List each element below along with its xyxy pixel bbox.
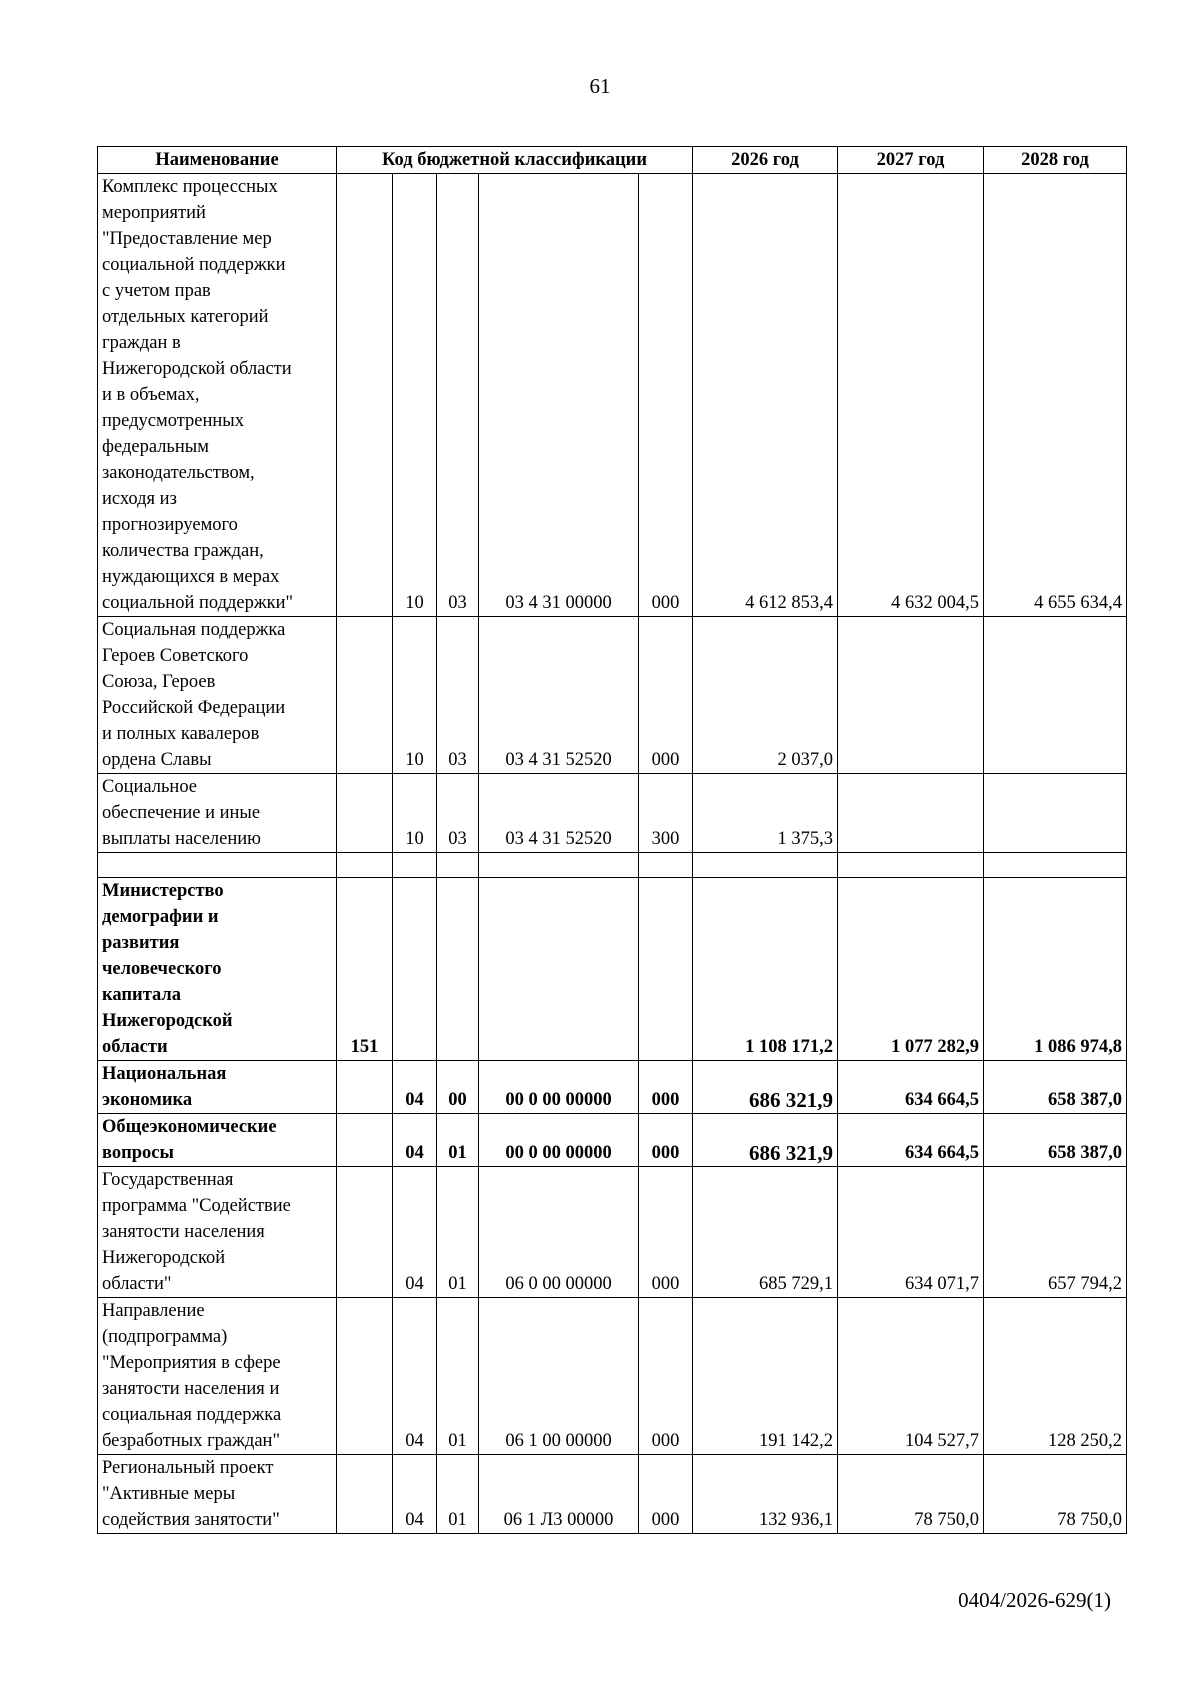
row-vr: 000 [639, 1167, 693, 1298]
row-amount-2027: 634 664,5 [838, 1061, 984, 1114]
row-name: Социальная поддержка Героев Советского Союза, Героев Российской Федерации и полных кавалеров ордена Славы [98, 617, 337, 774]
row-name: Государственная программа "Содействие занятости населения Нижегородской области" [98, 1167, 337, 1298]
row-rz: 10 [393, 174, 437, 617]
row-csr: 06 1 Л3 00000 [479, 1455, 639, 1534]
row-csr: 03 4 31 52520 [479, 617, 639, 774]
row-pr: 01 [437, 1167, 479, 1298]
table-row [98, 1114, 1127, 1167]
row-ved [337, 1455, 393, 1534]
row-name [98, 853, 337, 878]
row-ved [337, 174, 393, 617]
row-amount-2027: 4 632 004,5 [838, 174, 984, 617]
row-vr: 000 [639, 1114, 693, 1167]
row-amount-2028: 1 086 974,8 [984, 878, 1127, 1061]
row-amount-2027: 104 527,7 [838, 1298, 984, 1455]
row-vr: 000 [639, 617, 693, 774]
row-rz: 04 [393, 1455, 437, 1534]
row-amount-2028: 658 387,0 [984, 1061, 1127, 1114]
row-name: Региональный проект "Активные меры содействия занятости" [98, 1455, 337, 1534]
table-row [98, 1061, 1127, 1114]
row-amount-2026: 1 375,3 [693, 774, 838, 853]
row-amount-2026: 685 729,1 [693, 1167, 838, 1298]
row-vr: 000 [639, 1455, 693, 1534]
row-pr: 03 [437, 617, 479, 774]
budget-table [97, 146, 1127, 1534]
row-pr: 01 [437, 1298, 479, 1455]
page-number: 61 [589, 74, 611, 98]
table-row [98, 174, 1127, 617]
row-amount-2028: 78 750,0 [984, 1455, 1127, 1534]
row-amount-2026 [693, 853, 838, 878]
row-pr: 01 [437, 1114, 479, 1167]
row-pr [437, 878, 479, 1061]
table-row [98, 1298, 1127, 1455]
row-amount-2027 [838, 774, 984, 853]
row-amount-2028 [984, 853, 1127, 878]
row-ved [337, 1061, 393, 1114]
document-code: 0404/2026-629(1) [958, 1588, 1111, 1612]
row-name: Социальное обеспечение и иные выплаты населению [98, 774, 337, 853]
row-pr: 00 [437, 1061, 479, 1114]
row-ved: 151 [337, 878, 393, 1061]
row-vr: 300 [639, 774, 693, 853]
row-name: Национальная экономика [98, 1061, 337, 1114]
row-amount-2026: 686 321,9 [693, 1114, 838, 1167]
table-header-row [98, 147, 1127, 174]
row-amount-2028: 128 250,2 [984, 1298, 1127, 1455]
row-amount-2026: 132 936,1 [693, 1455, 838, 1534]
row-rz: 04 [393, 1061, 437, 1114]
table-row [98, 853, 1127, 878]
row-amount-2028: 657 794,2 [984, 1167, 1127, 1298]
row-csr: 03 4 31 00000 [479, 174, 639, 617]
row-ved [337, 774, 393, 853]
row-rz [393, 853, 437, 878]
row-csr: 00 0 00 00000 [479, 1114, 639, 1167]
row-ved [337, 1298, 393, 1455]
row-amount-2027 [838, 617, 984, 774]
row-amount-2028: 4 655 634,4 [984, 174, 1127, 617]
row-pr: 01 [437, 1455, 479, 1534]
row-ved [337, 853, 393, 878]
header-code: Код бюджетной классификации [337, 147, 693, 174]
table-body [98, 174, 1127, 1534]
row-csr: 03 4 31 52520 [479, 774, 639, 853]
table-row [98, 1167, 1127, 1298]
table-row [98, 617, 1127, 774]
row-amount-2026: 1 108 171,2 [693, 878, 838, 1061]
row-csr: 06 0 00 00000 [479, 1167, 639, 1298]
row-csr [479, 853, 639, 878]
row-pr: 03 [437, 174, 479, 617]
row-amount-2028: 658 387,0 [984, 1114, 1127, 1167]
row-ved [337, 1114, 393, 1167]
row-csr: 06 1 00 00000 [479, 1298, 639, 1455]
header-name: Наименование [98, 147, 337, 174]
row-amount-2027: 634 071,7 [838, 1167, 984, 1298]
row-name: Комплекс процессных мероприятий "Предоставление мер социальной поддержки с учетом прав отдельных категорий граждан в Нижегородской области и в объемах, предусмотренных федеральным законодательством, исходя из прогнозируемого количества граждан, нуждающихся в мерах социальной поддержки" [98, 174, 337, 617]
table-row [98, 774, 1127, 853]
row-amount-2028 [984, 617, 1127, 774]
row-rz: 04 [393, 1298, 437, 1455]
row-amount-2027 [838, 853, 984, 878]
row-ved [337, 617, 393, 774]
row-rz: 04 [393, 1167, 437, 1298]
row-amount-2026: 191 142,2 [693, 1298, 838, 1455]
row-amount-2027: 78 750,0 [838, 1455, 984, 1534]
row-name: Министерство демографии и развития человеческого капитала Нижегородской области [98, 878, 337, 1061]
row-amount-2026: 4 612 853,4 [693, 174, 838, 617]
row-rz [393, 878, 437, 1061]
row-csr [479, 878, 639, 1061]
row-vr: 000 [639, 1061, 693, 1114]
row-pr [437, 853, 479, 878]
table-row [98, 1455, 1127, 1534]
row-rz: 04 [393, 1114, 437, 1167]
row-amount-2026: 2 037,0 [693, 617, 838, 774]
header-2027: 2027 год [838, 147, 984, 174]
row-name: Общеэкономические вопросы [98, 1114, 337, 1167]
row-csr: 00 0 00 00000 [479, 1061, 639, 1114]
row-rz: 10 [393, 617, 437, 774]
row-name: Направление (подпрограмма) "Мероприятия в сфере занятости населения и социальная поддержка безработных граждан" [98, 1298, 337, 1455]
row-amount-2026: 686 321,9 [693, 1061, 838, 1114]
row-ved [337, 1167, 393, 1298]
header-2026: 2026 год [693, 147, 838, 174]
row-vr: 000 [639, 174, 693, 617]
row-pr: 03 [437, 774, 479, 853]
row-amount-2027: 1 077 282,9 [838, 878, 984, 1061]
header-2028: 2028 год [984, 147, 1127, 174]
row-rz: 10 [393, 774, 437, 853]
table-row [98, 878, 1127, 1061]
row-vr [639, 853, 693, 878]
row-amount-2027: 634 664,5 [838, 1114, 984, 1167]
row-vr: 000 [639, 1298, 693, 1455]
row-amount-2028 [984, 774, 1127, 853]
row-vr [639, 878, 693, 1061]
